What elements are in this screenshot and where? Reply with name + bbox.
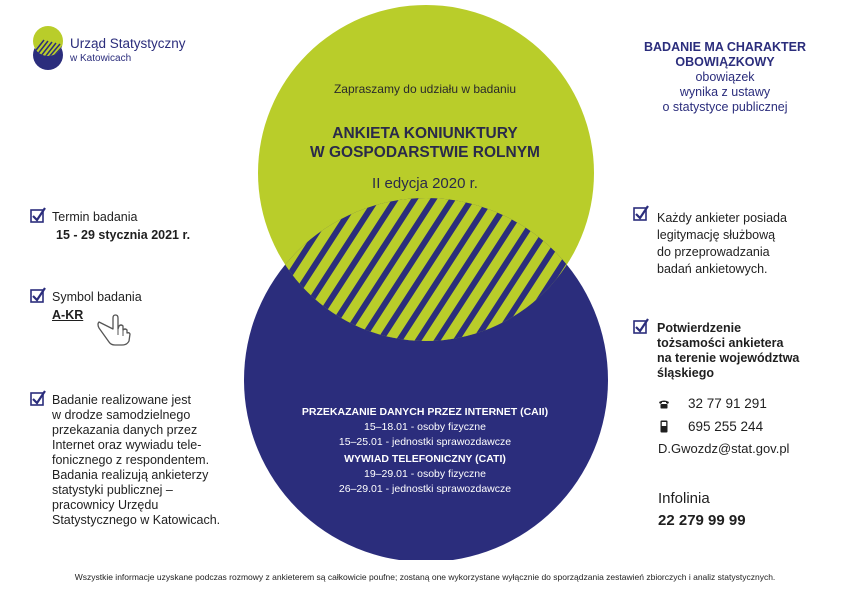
footer-note: Wszystkie informacje uzyskane podczas rozmowy z ankieterem są całkowicie poufne; zostaną one wykorzystane wyłącznie do sporządzania zestawień zbiorczych i analiz statystycznych. [74, 572, 776, 582]
phone2[interactable]: 695 255 244 [688, 419, 764, 434]
survey-title [255, 124, 595, 162]
edition-text: II edycja 2020 r. [372, 175, 478, 192]
term-label: Termin badania [52, 210, 138, 224]
desc-line: w drodze samodzielnego [52, 408, 191, 422]
checkbox-icon [30, 207, 46, 223]
checkbox-icon [633, 205, 649, 221]
symbol-value: A-KR [52, 308, 84, 322]
survey-title-line1: ANKIETA KONIUNKTURY [332, 125, 518, 142]
confirm-line: Potwierdzenie [657, 321, 742, 335]
desc-line: Badanie realizowane jest [52, 393, 191, 407]
desc-line: Internet oraz wywiadu tele- [52, 438, 202, 452]
logo [22, 24, 192, 74]
obligatory-line5: o statystyce publicznej [662, 100, 788, 114]
method-description [52, 393, 262, 528]
collection-info [275, 405, 575, 497]
logo-line1: Urząd Statystyczny [70, 36, 186, 51]
confirm-line: śląskiego [657, 366, 714, 380]
legit-line: Każdy ankieter posiada [657, 211, 787, 225]
checkbox-icon [633, 318, 649, 334]
stripe [624, 190, 625, 360]
desc-line: przekazania danych przez [52, 423, 198, 437]
phone1[interactable]: 32 77 91 291 [688, 396, 767, 411]
phone-header: WYWIAD TELEFONICZNY (CATI) [344, 453, 506, 465]
legit-line: legitymację służbową [657, 228, 776, 242]
survey-title-line2: W GOSPODARSTWIE ROLNYM [310, 144, 540, 161]
legit-line: do przeprowadzania [657, 245, 770, 259]
infoline-label: Infolinia [658, 490, 710, 507]
internet-line2: 15–25.01 - jednostki sprawozdawcze [338, 436, 512, 448]
mobile-icon [660, 420, 668, 433]
obligatory-line4: wynika z ustawy [679, 85, 771, 99]
term-value: 15 - 29 stycznia 2021 r. [56, 228, 191, 242]
symbol-label: Symbol badania [52, 290, 142, 304]
phone-line1: 19–29.01 - osoby fizyczne [364, 468, 486, 480]
desc-line: statystyki publicznej – [52, 483, 173, 497]
stripe [605, 190, 625, 360]
checkbox-icon [30, 287, 46, 303]
internet-header: PRZEKAZANIE DANYCH PRZEZ INTERNET (CAII) [301, 406, 549, 418]
obligatory-notice [630, 40, 820, 115]
email[interactable]: D.Gwozdz@stat.gov.pl [658, 441, 790, 456]
legit-line: badań ankietowych. [657, 262, 768, 276]
desc-line: Badania realizują ankieterzy [52, 468, 209, 482]
confirm-line: tożsamości ankietera [657, 336, 784, 350]
desc-line: pracownicy Urzędu [52, 498, 159, 512]
internet-line1: 15–18.01 - osoby fizyczne [364, 421, 486, 433]
checkbox-icon [30, 390, 46, 406]
obligatory-line3: obowiązek [695, 70, 755, 84]
confirm-line: na terenie województwa [657, 351, 800, 365]
invite-text: Zapraszamy do udziału w badaniu [333, 82, 517, 96]
desc-line: Statystycznego w Katowicach. [52, 513, 221, 527]
obligatory-line2: OBOWIĄZKOWY [675, 55, 775, 69]
phone-line2: 26–29.01 - jednostki sprawozdawcze [338, 483, 512, 495]
pointing-hand-icon [96, 312, 132, 346]
logo-line2: w Katowicach [70, 53, 132, 64]
desc-line: fonicznego z respondentem. [52, 453, 210, 467]
identity-confirmation [657, 321, 842, 381]
legitimation-text [657, 210, 837, 278]
obligatory-line1: BADANIE MA CHARAKTER [643, 40, 807, 54]
logo-circles-icon [30, 24, 66, 74]
infoline-number[interactable]: 22 279 99 99 [658, 512, 746, 529]
phone-icon [658, 399, 670, 409]
